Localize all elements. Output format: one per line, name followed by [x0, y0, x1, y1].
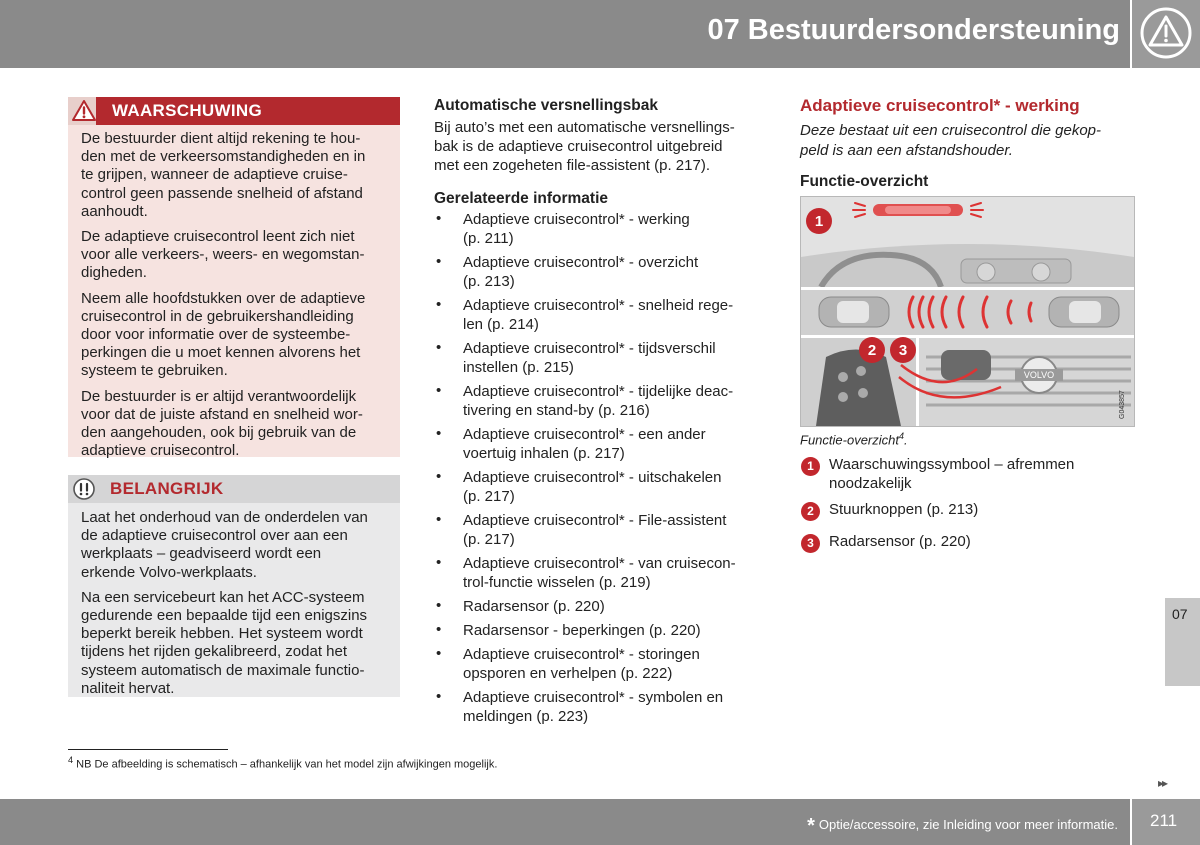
section-title: Adaptieve cruisecontrol* - werking: [800, 96, 1080, 115]
legend-item-3: [829, 532, 971, 551]
callout-3-marker: 3: [898, 342, 908, 359]
footer-note: [807, 815, 1118, 838]
related-item-text: Adaptieve cruisecontrol* - overzicht: [463, 254, 699, 271]
related-item-text: Radarsensor - beperkingen (p. 220): [463, 622, 701, 639]
text-line: systeem automatisch de maximale functio-: [81, 661, 365, 679]
related-item-text: Radarsensor (p. 220): [463, 598, 605, 615]
related-list-item[interactable]: [434, 210, 774, 248]
text-line: systeem te gebruiken.: [81, 362, 228, 380]
important-body: [81, 509, 396, 698]
related-list-item[interactable]: [434, 296, 774, 334]
related-list-item[interactable]: [434, 645, 774, 683]
bullet-icon: •: [436, 296, 442, 313]
text-line: werkplaats – geadviseerd wordt een: [81, 545, 322, 563]
bullet-icon: •: [436, 339, 442, 356]
continue-arrow-icon: ▸▸: [1158, 776, 1167, 790]
bullet-icon: •: [436, 645, 442, 662]
text-line: perkingen die u moet kennen alvorens het: [81, 344, 361, 362]
legend-item-1: [829, 455, 1074, 493]
footnote-text: NB De afbeelding is schematisch – afhankelijk van het model zijn afwijkingen mogelijk.: [76, 758, 498, 771]
related-list-item[interactable]: [434, 621, 774, 640]
function-overview-figure: [800, 196, 1135, 427]
exclamation-circle-icon: [72, 477, 96, 501]
related-item-text: Adaptieve cruisecontrol* - File-assistent: [463, 512, 727, 529]
footer-text: Optie/accessoire, zie Inleiding voor meer informatie.: [818, 817, 1118, 832]
text-line: control geen passende snelheid of afstand: [81, 184, 363, 202]
text-line: Radarsensor (p. 220): [829, 533, 971, 550]
related-heading: Gerelateerde informatie: [434, 190, 609, 207]
text-line: den aangehouden, ook bij gebruik van de: [81, 424, 357, 442]
related-item-text: Adaptieve cruisecontrol* - symbolen en: [463, 689, 724, 706]
related-item-text: (p. 213): [463, 273, 515, 290]
text-line: voor alle verkeers-, weers- en wegomstan-: [81, 246, 365, 264]
related-item-text: Adaptieve cruisecontrol* - tijdelijke deac-: [463, 383, 734, 400]
related-item-text: Adaptieve cruisecontrol* - storingen: [463, 646, 700, 663]
text-line: Na een servicebeurt kan het ACC-systeem: [81, 588, 365, 606]
chapter-title: 07 Bestuurdersondersteuning: [707, 14, 1120, 46]
legend-number-3: 3: [801, 534, 820, 553]
caption-text: Functie-overzicht: [800, 432, 899, 448]
text-line: cruisecontrol in de gebruikershandleiding: [81, 307, 354, 325]
legend-number-1: 1: [801, 457, 820, 476]
callout-1-marker: 1: [814, 213, 824, 230]
related-list-item[interactable]: [434, 554, 774, 592]
footnote: [68, 755, 497, 771]
bullet-icon: •: [436, 210, 442, 227]
bullet-icon: •: [436, 468, 442, 485]
related-item-text: tivering en stand-by (p. 216): [463, 402, 650, 419]
related-item-text: Adaptieve cruisecontrol* - uitschakelen: [463, 469, 722, 486]
image-code: G043857: [1119, 390, 1126, 419]
brand-badge-text: VOLVO: [1023, 370, 1055, 380]
related-item-text: Adaptieve cruisecontrol* - een ander: [463, 426, 706, 443]
related-list: [434, 210, 774, 726]
bullet-icon: •: [436, 511, 442, 528]
bullet-icon: •: [436, 425, 442, 442]
bullet-icon: •: [436, 597, 442, 614]
gearbox-text: [434, 118, 774, 175]
text-line: Bij auto’s met een automatische versnellings-: [434, 119, 735, 136]
related-item-text: voertuig inhalen (p. 217): [463, 445, 625, 462]
text-line: De adaptieve cruisecontrol leent zich niet: [81, 228, 355, 246]
text-line: beperkt bereik hebben. Het systeem wordt: [81, 625, 363, 643]
warning-paragraph: [81, 290, 396, 381]
related-list-item[interactable]: [434, 688, 774, 726]
bullet-icon: •: [436, 621, 442, 638]
related-item-text: opsporen en verhelpen (p. 222): [463, 665, 673, 682]
important-title: BELANGRIJK: [110, 479, 224, 498]
warning-paragraph: [81, 388, 396, 461]
text-line: gedurende een bepaalde tijd een enigszins: [81, 607, 368, 625]
related-list-item[interactable]: [434, 382, 774, 420]
bullet-icon: •: [436, 554, 442, 571]
related-item-text: Adaptieve cruisecontrol* - tijdsverschil: [463, 340, 716, 357]
text-line: Deze bestaat uit een cruisecontrol die gekop-: [800, 122, 1102, 139]
warning-triangle-icon: [1132, 0, 1200, 68]
text-line: Waarschuwingssymbool – afremmen: [829, 456, 1075, 473]
related-item-text: len (p. 214): [463, 316, 539, 333]
warning-paragraph: [81, 130, 396, 221]
chapter-icon-box: [1132, 0, 1200, 68]
bullet-icon: •: [436, 253, 442, 270]
caption-tail: .: [904, 432, 908, 448]
warning-body: [81, 130, 396, 460]
text-line: door voor informatie over de systeembe-: [81, 326, 351, 344]
related-list-item[interactable]: [434, 597, 774, 616]
related-item-text: meldingen (p. 223): [463, 708, 589, 725]
related-item-text: Adaptieve cruisecontrol* - werking: [463, 211, 690, 228]
text-line: de adaptieve cruisecontrol over aan een: [81, 527, 348, 545]
figure-caption: [800, 431, 908, 447]
related-list-item[interactable]: [434, 425, 774, 463]
page-number: 211: [1150, 811, 1178, 830]
section-intro: [800, 121, 1140, 161]
warning-title: WAARSCHUWING: [112, 101, 262, 120]
text-line: bak is de adaptieve cruisecontrol uitgebreid: [434, 138, 723, 155]
related-item-text: (p. 217): [463, 488, 515, 505]
text-line: noodzakelijk: [829, 475, 912, 492]
related-item-text: Adaptieve cruisecontrol* - van cruisecon-: [463, 555, 736, 572]
legend-number-2: 2: [801, 502, 820, 521]
related-list-item[interactable]: [434, 511, 774, 549]
warning-icon: [72, 99, 96, 123]
text-line: digheden.: [81, 264, 147, 282]
text-line: De bestuurder is er altijd verantwoordelijk: [81, 387, 357, 405]
related-item-text: Adaptieve cruisecontrol* - snelheid rege-: [463, 297, 734, 314]
text-line: Laat het onderhoud van de onderdelen van: [81, 509, 368, 526]
text-line: naliteit hervat.: [81, 679, 175, 697]
text-line: Neem alle hoofdstukken over de adaptieve: [81, 289, 366, 307]
chapter-side-tab-label: 07: [1172, 606, 1188, 622]
important-paragraph: [81, 589, 396, 698]
text-line: adaptieve cruisecontrol.: [81, 442, 240, 460]
figure-illustration: [801, 197, 1134, 426]
related-item-text: instellen (p. 215): [463, 359, 574, 376]
related-list-item[interactable]: [434, 253, 774, 291]
gearbox-heading: Automatische versnellingsbak: [434, 97, 658, 114]
text-line: erkende Volvo-werkplaats.: [81, 563, 257, 581]
asterisk-icon: *: [807, 815, 815, 837]
text-line: den met de verkeersomstandigheden en in: [81, 148, 366, 166]
bullet-icon: •: [436, 382, 442, 399]
bullet-icon: •: [436, 688, 442, 705]
text-line: De bestuurder dient altijd rekening te hou-: [81, 130, 361, 147]
text-line: tijdens het rijden gekalibreerd, zodat het: [81, 643, 348, 661]
legend-item-2: [829, 500, 978, 519]
text-line: aanhoudt.: [81, 202, 148, 220]
related-item-text: (p. 211): [463, 230, 514, 247]
related-list-item[interactable]: [434, 468, 774, 506]
figure-heading: Functie-overzicht: [800, 173, 929, 190]
related-item-text: trol-functie wisselen (p. 219): [463, 574, 651, 591]
text-line: Stuurknoppen (p. 213): [829, 501, 979, 518]
callout-2-marker: 2: [867, 342, 877, 359]
caption-footnote-ref[interactable]: 4: [898, 431, 904, 441]
text-line: voor dat de juiste afstand en snelheid wor-: [81, 405, 363, 423]
related-list-item[interactable]: [434, 339, 774, 377]
text-line: met een zogeheten file-assistent (p. 217).: [434, 157, 710, 174]
text-line: te grijpen, wanneer de adaptieve cruise-: [81, 166, 348, 184]
important-paragraph: [81, 509, 396, 582]
warning-paragraph: [81, 228, 396, 283]
text-line: peld is aan een afstandshouder.: [800, 142, 1013, 159]
footnote-rule: [68, 749, 228, 750]
footnote-number: 4: [68, 755, 74, 765]
related-item-text: (p. 217): [463, 531, 515, 548]
